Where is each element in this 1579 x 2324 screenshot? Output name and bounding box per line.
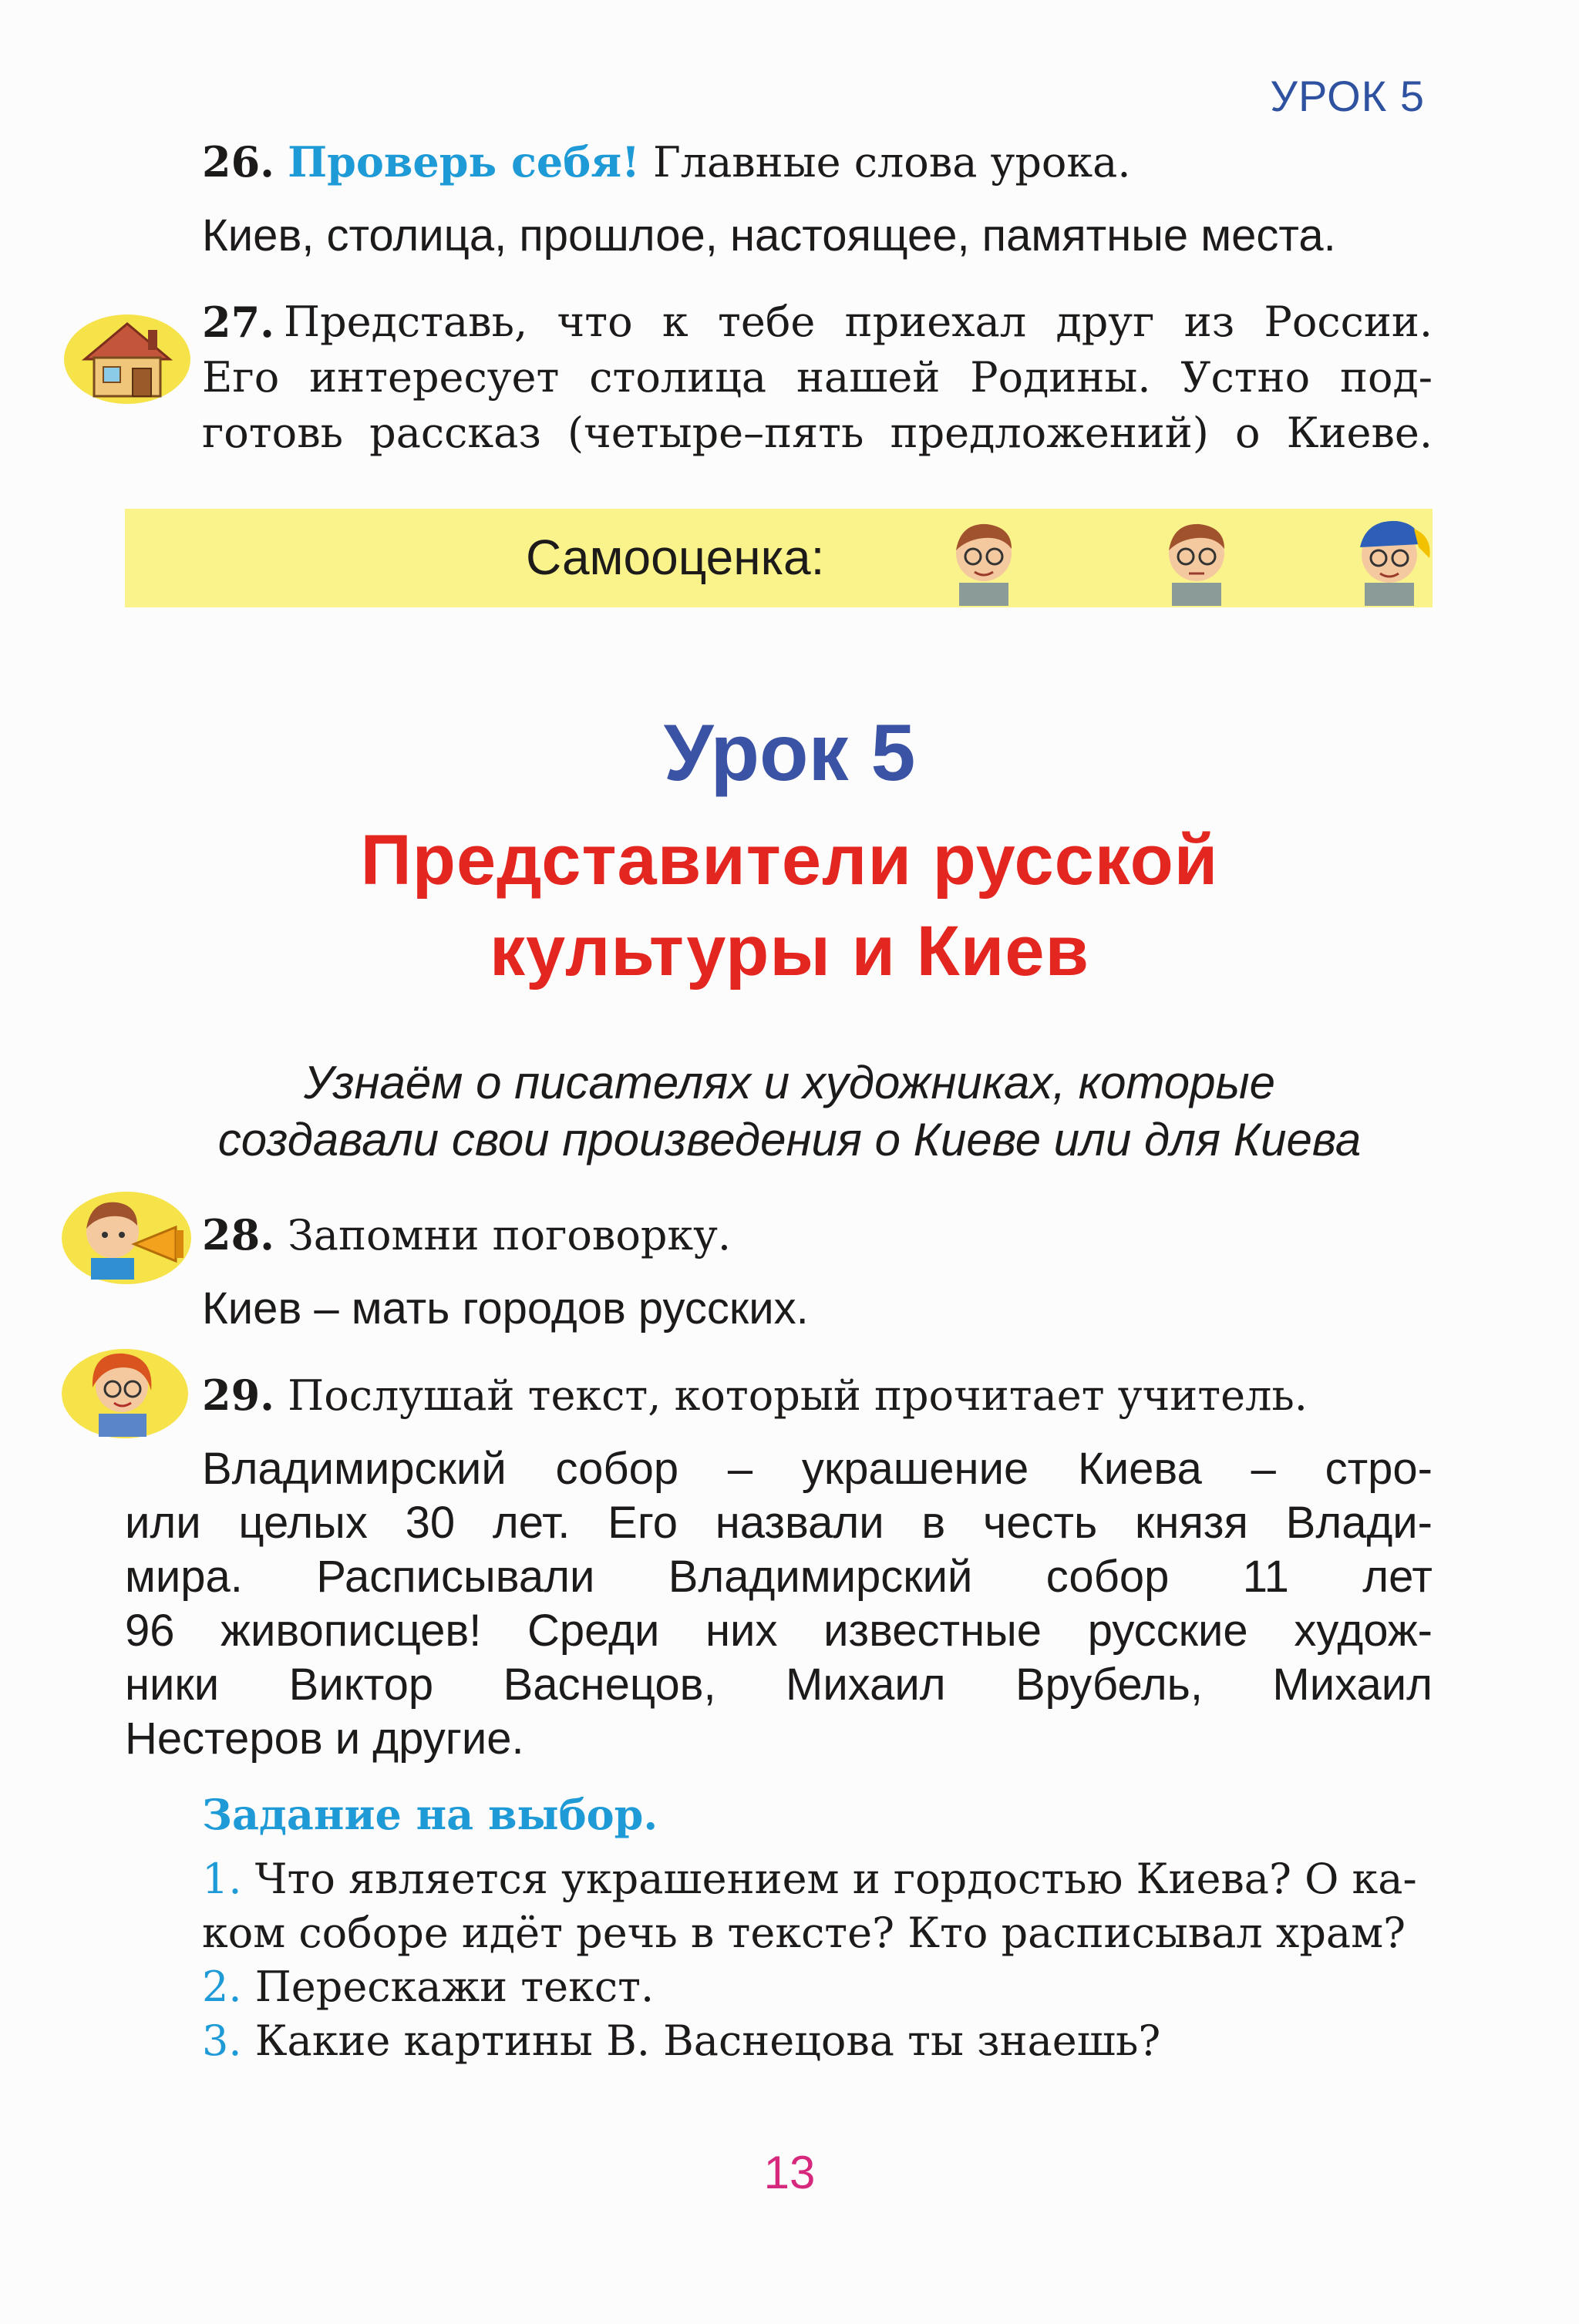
task-28-header (202, 1210, 1433, 1260)
task-27-text-1: Представь, что к тебе приехал друг из России. (284, 298, 1433, 346)
teacher-icon (60, 1341, 191, 1445)
lesson-intro-line-2: создавали свои произведения о Киеве или для Киева (217, 1114, 1362, 1165)
paragraph-line-5: ники Виктор Васнецов, Михаил Врубель, Михаил (125, 1660, 1433, 1710)
home-icon (62, 307, 193, 410)
paragraph-line-1: Владимирский собор – украшение Киева – стро- (202, 1444, 1433, 1494)
boy-megaphone-icon (60, 1184, 199, 1292)
task-number: 26. (202, 137, 274, 187)
task-number: 27. (202, 298, 274, 347)
page-number: 13 (763, 2147, 816, 2198)
lesson-title: Урок 5 (663, 708, 916, 798)
choice-item-1-line-1 (202, 1855, 1433, 1903)
paragraph-line-2: или целых 30 лет. Его назвали в честь князя Влади- (125, 1498, 1433, 1548)
choice-task-heading: Задание на выбор. (202, 1790, 658, 1839)
task-26-answer: Киев, столица, прошлое, настоящее, памятные места. (202, 210, 1336, 261)
lesson-subtitle-line-2: культуры и Киев (489, 912, 1090, 990)
item-text: Что является украшением и гордостью Киева? О ка- (254, 1855, 1417, 1903)
task-28-answer: Киев – мать городов русских. (202, 1283, 809, 1334)
task-27-text-3: готовь рассказ (четыре–пять предложений) о Киеве. (202, 409, 1433, 457)
task-number: 28. (202, 1210, 274, 1260)
choice-item-3 (202, 2016, 1433, 2065)
paragraph-line-3: мира. Расписывали Владимирский собор 11 лет (125, 1552, 1433, 1602)
task-26-header (202, 137, 1433, 187)
boy-face-icon (938, 513, 1030, 609)
paragraph-line-6: Нестеров и другие. (125, 1714, 524, 1764)
choice-item-2 (202, 1962, 1433, 2011)
item-number: 3. (202, 2016, 242, 2065)
task-number: 29. (202, 1371, 274, 1420)
running-head: УРОК 5 (1270, 72, 1425, 120)
paragraph-line-4: 96 живописцев! Среди них известные русские худож- (125, 1606, 1433, 1656)
task-29-header (202, 1371, 1433, 1420)
lesson-intro-line-1: Узнаём о писателях и художниках, которые (303, 1057, 1276, 1108)
lesson-subtitle-line-1: Представители русской (360, 821, 1219, 900)
task-text: Главные слова урока. (653, 138, 1131, 187)
check-yourself-label: Проверь себя! (288, 137, 640, 187)
task-text: Запомни поговорку. (288, 1211, 732, 1260)
self-assessment-bar (125, 509, 1433, 607)
choice-item-1-line-2: ком соборе идёт речь в тексте? Кто расписывал храм? (202, 1909, 1406, 1957)
item-text: Какие картины В. Васнецова ты знаешь? (254, 2016, 1161, 2065)
item-text: Перескажи текст. (254, 1962, 655, 2011)
self-assessment-label: Самооценка: (526, 530, 825, 585)
item-number: 1. (202, 1855, 242, 1903)
boy-face-icon (1150, 513, 1243, 609)
item-number: 2. (202, 1962, 242, 2011)
boy-face-cap-icon (1343, 513, 1436, 609)
task-27-text-2: Его интересует столица нашей Родины. Устно под- (202, 353, 1433, 402)
task-text: Послушай текст, который прочитает учитель. (288, 1371, 1308, 1420)
